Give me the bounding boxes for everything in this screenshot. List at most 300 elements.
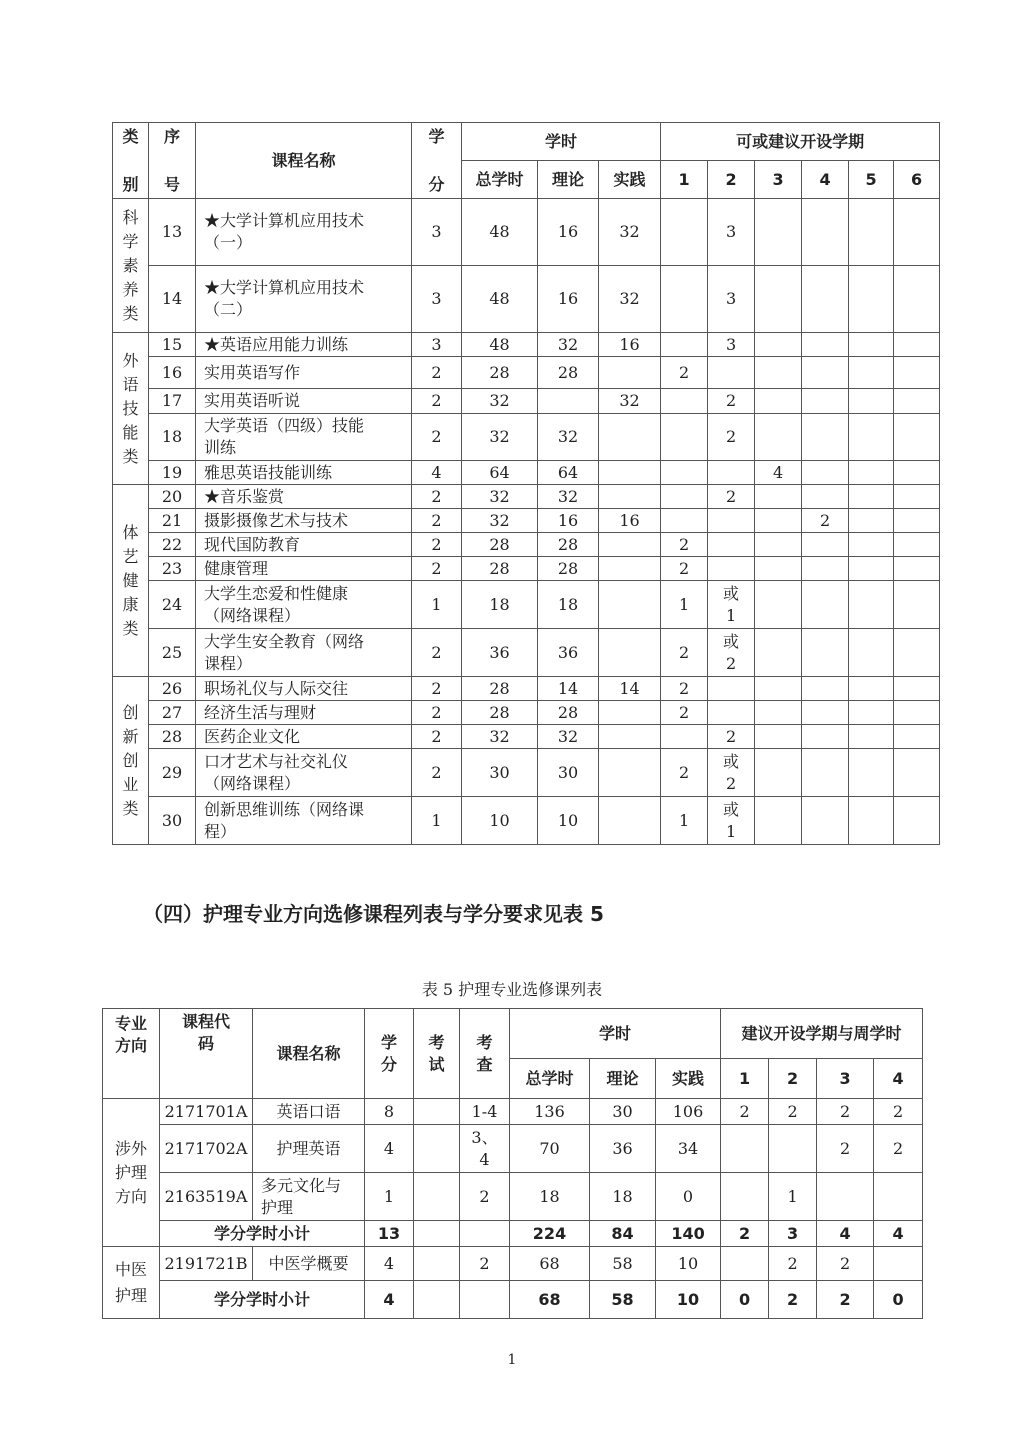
semester-cell (802, 701, 849, 725)
semester-cell (661, 333, 708, 357)
semester-cell: 4 (817, 1221, 874, 1247)
seq-cell: 18 (149, 414, 196, 461)
check-cell: 1-4 (460, 1099, 510, 1125)
course-name-cell: ★大学计算机应用技术 （二） (196, 266, 412, 333)
total-hours-cell: 64 (462, 461, 538, 485)
semester-cell (802, 333, 849, 357)
semester-cell: 3 (708, 199, 755, 266)
credit-cell: 2 (412, 725, 462, 749)
theory-hours-cell: 28 (538, 357, 599, 389)
header-seq: 序 号 (149, 123, 196, 199)
credit-cell: 2 (412, 629, 462, 677)
course-name-cell: 护理英语 (253, 1125, 365, 1173)
category-science: 科 学 素 养 类 (113, 199, 149, 333)
practice-hours-cell (599, 749, 661, 797)
practice-hours-cell: 34 (656, 1125, 721, 1173)
table-row (113, 509, 940, 533)
practice-hours-cell (599, 533, 661, 557)
table-row (113, 701, 940, 725)
semester-cell (661, 414, 708, 461)
course-name-cell: 大学生安全教育（网络 课程） (196, 629, 412, 677)
semester-cell (769, 1125, 817, 1173)
semester-cell: 4 (755, 461, 802, 485)
credit-cell: 2 (412, 557, 462, 581)
course-code-cell: 2191721B (160, 1247, 253, 1281)
practice-hours-cell (599, 461, 661, 485)
semester-cell (721, 1125, 769, 1173)
semester-cell (661, 485, 708, 509)
credit-cell: 2 (412, 485, 462, 509)
semester-cell (802, 389, 849, 414)
direction-foreign-nursing: 涉外 护理 方向 (103, 1099, 160, 1247)
header-semester-3: 3 (755, 161, 802, 199)
practice-hours-cell (599, 357, 661, 389)
exam-cell (414, 1125, 460, 1173)
semester-cell (849, 389, 894, 414)
seq-cell: 29 (149, 749, 196, 797)
theory-hours-cell (538, 389, 599, 414)
theory-hours-cell: 28 (538, 701, 599, 725)
total-hours-cell: 28 (462, 677, 538, 701)
semester-cell (894, 557, 940, 581)
semester-cell (894, 797, 940, 845)
semester-cell (849, 533, 894, 557)
semester-cell (802, 414, 849, 461)
total-hours-cell: 18 (462, 581, 538, 629)
semester-cell: 2 (661, 557, 708, 581)
semester-cell (802, 557, 849, 581)
practice-hours-cell: 140 (656, 1221, 721, 1247)
semester-cell (894, 414, 940, 461)
semester-cell: 2 (817, 1099, 874, 1125)
semester-cell: 2 (874, 1125, 923, 1173)
header-hours: 学时 (462, 123, 661, 161)
header-check: 考 查 (460, 1009, 510, 1099)
semester-cell: 2 (708, 485, 755, 509)
semester-cell: 1 (661, 797, 708, 845)
semester-cell: 2 (708, 389, 755, 414)
credit-cell: 8 (365, 1099, 414, 1125)
course-code-cell: 2171701A (160, 1099, 253, 1125)
theory-hours-cell: 30 (538, 749, 599, 797)
credit-cell: 4 (365, 1125, 414, 1173)
practice-hours-cell (599, 414, 661, 461)
semester-cell (894, 629, 940, 677)
practice-hours-cell (599, 797, 661, 845)
table-row (113, 533, 940, 557)
total-hours-cell: 32 (462, 485, 538, 509)
seq-cell: 27 (149, 701, 196, 725)
exam-cell (414, 1221, 460, 1247)
practice-hours-cell (599, 629, 661, 677)
semester-cell: 2 (874, 1099, 923, 1125)
table-row (103, 1247, 923, 1281)
semester-cell: 2 (721, 1221, 769, 1247)
credit-cell: 2 (412, 509, 462, 533)
credit-cell: 3 (412, 199, 462, 266)
semester-cell (755, 199, 802, 266)
semester-cell: 2 (769, 1247, 817, 1281)
credit-cell: 1 (412, 581, 462, 629)
theory-hours-cell: 36 (590, 1125, 656, 1173)
check-cell: 3、 4 (460, 1125, 510, 1173)
semester-cell: 2 (661, 701, 708, 725)
course-name-cell: 职场礼仪与人际交往 (196, 677, 412, 701)
semester-cell (755, 581, 802, 629)
course-name-cell: 英语口语 (253, 1099, 365, 1125)
course-code-cell: 2171702A (160, 1125, 253, 1173)
semester-cell (849, 414, 894, 461)
semester-cell (817, 1173, 874, 1221)
semester-cell (755, 333, 802, 357)
semester-cell: 或 2 (708, 749, 755, 797)
exam-cell (414, 1099, 460, 1125)
category-innovation: 创 新 创 业 类 (113, 677, 149, 845)
semester-cell (894, 357, 940, 389)
seq-cell: 20 (149, 485, 196, 509)
credit-cell: 2 (412, 701, 462, 725)
semester-cell (755, 701, 802, 725)
course-name-cell: 摄影摄像艺术与技术 (196, 509, 412, 533)
credit-cell: 3 (412, 266, 462, 333)
seq-cell: 15 (149, 333, 196, 357)
check-cell (460, 1281, 510, 1319)
table-row (113, 797, 940, 845)
seq-cell: 13 (149, 199, 196, 266)
total-hours-cell: 70 (510, 1125, 590, 1173)
theory-hours-cell: 10 (538, 797, 599, 845)
credit-cell: 1 (412, 797, 462, 845)
semester-cell (802, 533, 849, 557)
semester-cell (708, 533, 755, 557)
table-row (113, 557, 940, 581)
total-hours-cell: 48 (462, 333, 538, 357)
total-hours-cell: 68 (510, 1247, 590, 1281)
header-semester-2: 2 (708, 161, 755, 199)
course-name-cell: 实用英语写作 (196, 357, 412, 389)
practice-hours-cell: 16 (599, 509, 661, 533)
semester-cell (661, 266, 708, 333)
table-row (103, 1173, 923, 1221)
table-row (113, 199, 940, 266)
theory-hours-cell: 28 (538, 557, 599, 581)
total-hours-cell: 18 (510, 1173, 590, 1221)
seq-cell: 24 (149, 581, 196, 629)
semester-cell: 或 2 (708, 629, 755, 677)
seq-cell: 17 (149, 389, 196, 414)
semester-cell (802, 677, 849, 701)
course-name-cell: 医药企业文化 (196, 725, 412, 749)
semester-cell (849, 199, 894, 266)
total-hours-cell: 32 (462, 725, 538, 749)
check-cell: 2 (460, 1173, 510, 1221)
semester-cell (755, 533, 802, 557)
semester-cell: 3 (708, 266, 755, 333)
credit-cell: 2 (412, 414, 462, 461)
semester-cell: 2 (708, 725, 755, 749)
header-credit: 学 分 (412, 123, 462, 199)
semester-cell (802, 797, 849, 845)
semester-cell (849, 333, 894, 357)
page-number: 1 (507, 1352, 517, 1368)
nursing-elective-table (102, 1008, 923, 1319)
semester-cell: 2 (817, 1247, 874, 1281)
category-sports-art: 体 艺 健 康 类 (113, 485, 149, 677)
semester-cell: 3 (708, 333, 755, 357)
header-direction: 专业 方向 (103, 1009, 160, 1099)
header-hours-theory: 理论 (590, 1059, 656, 1099)
semester-cell: 1 (661, 581, 708, 629)
semester-cell (894, 533, 940, 557)
semester-cell (849, 677, 894, 701)
semester-cell: 3 (769, 1221, 817, 1247)
total-hours-cell: 28 (462, 701, 538, 725)
practice-hours-cell (599, 485, 661, 509)
practice-hours-cell (599, 701, 661, 725)
semester-cell (849, 461, 894, 485)
header-hours-total: 总学时 (510, 1059, 590, 1099)
practice-hours-cell: 0 (656, 1173, 721, 1221)
course-name-cell: 多元文化与 护理 (253, 1173, 365, 1221)
credit-cell: 2 (412, 677, 462, 701)
header-hours-total: 总学时 (462, 161, 538, 199)
course-name-cell: 中医学概要 (253, 1247, 365, 1281)
category-language: 外 语 技 能 类 (113, 333, 149, 485)
semester-cell (755, 749, 802, 797)
semester-cell (802, 725, 849, 749)
theory-hours-cell: 18 (538, 581, 599, 629)
total-hours-cell: 68 (510, 1281, 590, 1319)
semester-cell: 2 (817, 1281, 874, 1319)
semester-cell: 1 (769, 1173, 817, 1221)
semester-cell: 2 (802, 509, 849, 533)
semester-cell: 2 (769, 1281, 817, 1319)
semester-cell (849, 629, 894, 677)
semester-cell (849, 266, 894, 333)
total-hours-cell: 28 (462, 557, 538, 581)
header-hours-practice: 实践 (599, 161, 661, 199)
header-semester-6: 6 (894, 161, 940, 199)
credit-cell: 4 (412, 461, 462, 485)
theory-hours-cell: 58 (590, 1281, 656, 1319)
course-name-cell: 大学英语（四级）技能 训练 (196, 414, 412, 461)
table-caption: 表 5 护理专业选修课列表 (421, 980, 603, 999)
semester-cell (874, 1247, 923, 1281)
header-semester-4: 4 (802, 161, 849, 199)
header-hours-practice: 实践 (656, 1059, 721, 1099)
semester-cell: 2 (661, 629, 708, 677)
credit-cell: 2 (412, 749, 462, 797)
semester-cell (802, 629, 849, 677)
header-semester-5: 5 (849, 161, 894, 199)
practice-hours-cell: 14 (599, 677, 661, 701)
header-course-name: 课程名称 (196, 123, 412, 199)
header-semester-2: 2 (769, 1059, 817, 1099)
exam-cell (414, 1281, 460, 1319)
semester-cell (755, 266, 802, 333)
semester-cell (894, 581, 940, 629)
theory-hours-cell: 84 (590, 1221, 656, 1247)
semester-cell: 2 (661, 357, 708, 389)
semester-cell (874, 1173, 923, 1221)
semester-cell (802, 581, 849, 629)
theory-hours-cell: 16 (538, 199, 599, 266)
semester-cell: 2 (661, 677, 708, 701)
theory-hours-cell: 36 (538, 629, 599, 677)
credit-cell: 1 (365, 1173, 414, 1221)
header-semester: 可或建议开设学期 (661, 123, 940, 161)
semester-cell (661, 725, 708, 749)
total-hours-cell: 32 (462, 389, 538, 414)
theory-hours-cell: 32 (538, 414, 599, 461)
semester-cell (708, 557, 755, 581)
semester-cell (708, 509, 755, 533)
seq-cell: 25 (149, 629, 196, 677)
header-course-name: 课程名称 (253, 1009, 365, 1099)
header-exam: 考 试 (414, 1009, 460, 1099)
semester-cell (755, 357, 802, 389)
semester-cell (894, 199, 940, 266)
seq-cell: 30 (149, 797, 196, 845)
credit-cell: 2 (412, 357, 462, 389)
semester-cell (894, 461, 940, 485)
semester-cell (849, 557, 894, 581)
table-row (103, 1125, 923, 1173)
header-semester-3: 3 (817, 1059, 874, 1099)
semester-cell (721, 1173, 769, 1221)
table-row (113, 266, 940, 333)
theory-hours-cell: 30 (590, 1099, 656, 1125)
table-row (113, 629, 940, 677)
theory-hours-cell: 14 (538, 677, 599, 701)
semester-cell (755, 725, 802, 749)
credit-cell: 3 (412, 333, 462, 357)
practice-hours-cell (599, 557, 661, 581)
course-code-cell: 2163519A (160, 1173, 253, 1221)
semester-cell (894, 509, 940, 533)
semester-cell: 2 (661, 749, 708, 797)
semester-cell (849, 725, 894, 749)
semester-cell (849, 749, 894, 797)
theory-hours-cell: 18 (590, 1173, 656, 1221)
semester-cell (661, 461, 708, 485)
course-name-cell: 创新思维训练（网络课 程） (196, 797, 412, 845)
semester-cell (708, 357, 755, 389)
theory-hours-cell: 32 (538, 333, 599, 357)
credit-cell: 2 (412, 389, 462, 414)
theory-hours-cell: 58 (590, 1247, 656, 1281)
practice-hours-cell: 106 (656, 1099, 721, 1125)
semester-cell (849, 701, 894, 725)
total-hours-cell: 136 (510, 1099, 590, 1125)
table-row (113, 725, 940, 749)
semester-cell (802, 461, 849, 485)
practice-hours-cell: 32 (599, 389, 661, 414)
header-course-code: 课程代 码 (160, 1009, 253, 1099)
semester-cell (755, 557, 802, 581)
semester-cell (661, 509, 708, 533)
course-table-general (112, 122, 940, 845)
course-name-cell: ★大学计算机应用技术 （一） (196, 199, 412, 266)
header-semester-4: 4 (874, 1059, 923, 1099)
semester-cell: 或 1 (708, 581, 755, 629)
exam-cell (414, 1173, 460, 1221)
semester-cell (894, 725, 940, 749)
semester-cell: 4 (874, 1221, 923, 1247)
semester-cell (755, 797, 802, 845)
table-row (103, 1099, 923, 1125)
total-hours-cell: 32 (462, 414, 538, 461)
semester-cell (802, 357, 849, 389)
header-category: 类 别 (113, 123, 149, 199)
semester-cell (661, 389, 708, 414)
seq-cell: 19 (149, 461, 196, 485)
seq-cell: 21 (149, 509, 196, 533)
total-hours-cell: 48 (462, 266, 538, 333)
course-name-cell: ★英语应用能力训练 (196, 333, 412, 357)
total-hours-cell: 28 (462, 533, 538, 557)
table-row (113, 677, 940, 701)
semester-cell (755, 509, 802, 533)
credit-cell: 4 (365, 1281, 414, 1319)
subtotal-row (103, 1281, 923, 1319)
semester-cell (708, 701, 755, 725)
total-hours-cell: 48 (462, 199, 538, 266)
exam-cell (414, 1247, 460, 1281)
table-row (113, 389, 940, 414)
header-semester-1: 1 (661, 161, 708, 199)
theory-hours-cell: 64 (538, 461, 599, 485)
total-hours-cell: 10 (462, 797, 538, 845)
semester-cell: 0 (874, 1281, 923, 1319)
total-hours-cell: 32 (462, 509, 538, 533)
header-credit: 学 分 (365, 1009, 414, 1099)
course-name-cell: 现代国防教育 (196, 533, 412, 557)
semester-cell (755, 629, 802, 677)
practice-hours-cell (599, 725, 661, 749)
practice-hours-cell: 16 (599, 333, 661, 357)
semester-cell (894, 389, 940, 414)
course-name-cell: ★音乐鉴赏 (196, 485, 412, 509)
semester-cell (894, 266, 940, 333)
course-name-cell: 口才艺术与社交礼仪 （网络课程） (196, 749, 412, 797)
credit-cell: 13 (365, 1221, 414, 1247)
practice-hours-cell: 32 (599, 266, 661, 333)
semester-cell (721, 1247, 769, 1281)
check-cell (460, 1221, 510, 1247)
subtotal-label: 学分学时小计 (160, 1281, 365, 1319)
table-row (113, 357, 940, 389)
semester-cell (849, 485, 894, 509)
theory-hours-cell: 28 (538, 533, 599, 557)
theory-hours-cell: 16 (538, 266, 599, 333)
semester-cell (708, 461, 755, 485)
subtotal-row (103, 1221, 923, 1247)
semester-cell (849, 797, 894, 845)
semester-cell: 0 (721, 1281, 769, 1319)
course-name-cell: 经济生活与理财 (196, 701, 412, 725)
semester-cell (661, 199, 708, 266)
total-hours-cell: 224 (510, 1221, 590, 1247)
semester-cell (755, 677, 802, 701)
practice-hours-cell: 32 (599, 199, 661, 266)
seq-cell: 28 (149, 725, 196, 749)
semester-cell (849, 509, 894, 533)
header-hours-theory: 理论 (538, 161, 599, 199)
seq-cell: 23 (149, 557, 196, 581)
table-row (113, 333, 940, 357)
semester-cell (802, 199, 849, 266)
